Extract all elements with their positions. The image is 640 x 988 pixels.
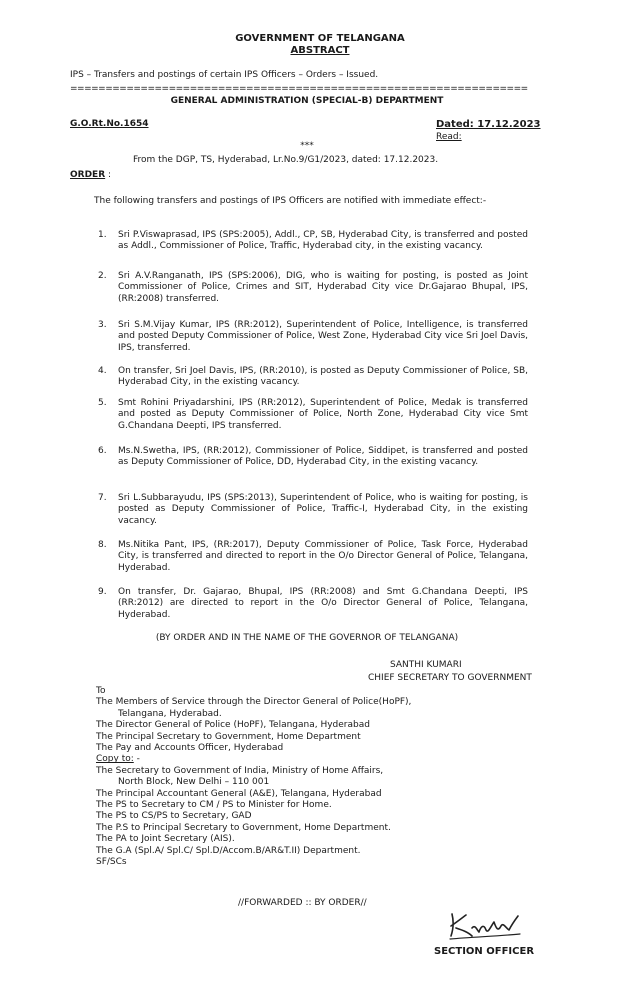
order-heading xyxy=(70,170,111,181)
copy-line: The G.A (Spl.A/ Spl.C/ Spl.D/Accom.B/AR&T.II) Department. xyxy=(96,845,361,856)
order-item-text: Smt Rohini Priyadarshini, IPS (RR:2012), Superintendent of Police, Medak is transferred and posted as Deputy Commissioner of Police, North Zone, Hyderabad City vice Smt G.Chandana Deepti, IPS transferred. xyxy=(118,398,528,431)
order-item-number: 4. xyxy=(98,366,107,376)
signatory-designation: CHIEF SECRETARY TO GOVERNMENT xyxy=(368,673,532,683)
handwritten-signature xyxy=(444,906,524,944)
order-item-number: 8. xyxy=(98,540,107,550)
copy-line: The PA to Joint Secretary (AIS). xyxy=(96,834,235,845)
order-item-text: Ms.N.Swetha, IPS, (RR:2012), Commissioner of Police, Siddipet, is transferred and posted as Deputy Commissioner of Police, DD, Hyderabad City, in the existing vacancy. xyxy=(118,446,528,468)
to-label: To xyxy=(96,686,106,696)
order-item-text: On transfer, Sri Joel Davis, IPS, (RR:2010), is posted as Deputy Commissioner of Police, SB, Hyderabad City, in the existing vacancy. xyxy=(118,366,528,388)
recipient-line: The Director General of Police (HoPF), Telangana, Hyderabad xyxy=(96,720,370,731)
department-heading: GENERAL ADMINISTRATION (SPECIAL-B) DEPARTMENT xyxy=(170,96,444,106)
order-intro: The following transfers and postings of IPS Officers are notified with immediate effect:- xyxy=(94,196,487,206)
order-item-number: 9. xyxy=(98,587,107,597)
copy-to-label: Copy to: xyxy=(96,754,134,765)
recipient-line: Telangana, Hyderabad. xyxy=(118,708,222,719)
copy-line: The PS to Secretary to CM / PS to Minister for Home. xyxy=(96,800,332,811)
order-item-number: 6. xyxy=(98,446,107,456)
recipient-line: The Principal Secretary to Government, Home Department xyxy=(96,731,361,742)
order-item-number: 7. xyxy=(98,493,107,503)
separator-rule: ================================================================= xyxy=(70,84,528,94)
forwarded-line: //FORWARDED :: BY ORDER// xyxy=(238,898,367,908)
copy-line: The PS to CS/PS to Secretary, GAD xyxy=(96,811,252,822)
read-label: Read: xyxy=(436,132,462,142)
subject-line: IPS – Transfers and postings of certain IPS Officers – Orders – Issued. xyxy=(70,70,379,80)
order-item-text: Ms.Nitika Pant, IPS, (RR:2017), Deputy Commissioner of Police, Task Force, Hyderabad City, is transferred and directed to report in the O/o Director General of Police, Telangana, Hyderabad. xyxy=(118,540,528,573)
order-item-text: Sri L.Subbarayudu, IPS (SPS:2013), Superintendent of Police, who is waiting for posting, is posted as Deputy Commissioner of Police, Traffic-I, Hyderabad City, in the existing vacancy. xyxy=(118,493,528,526)
abstract-heading: ABSTRACT xyxy=(290,45,350,56)
recipient-line: The Members of Service through the Director General of Police(HoPF), xyxy=(96,697,412,708)
copy-line: The Principal Accountant General (A&E), Telangana, Hyderabad xyxy=(96,788,382,799)
order-item-number: 2. xyxy=(98,271,107,281)
order-item-text: Sri P.Viswaprasad, IPS (SPS:2005), Addl., CP, SB, Hyderabad City, is transferred and posted as Addl., Commissioner of Police, Traffic, Hyderabad city, in the existing vacancy. xyxy=(118,230,528,252)
copy-line: The Secretary to Government of India, Ministry of Home Affairs, xyxy=(96,765,384,776)
order-item-text: On transfer, Dr. Gajarao, Bhupal, IPS (RR:2008) and Smt G.Chandana Deepti, IPS (RR:2012) are directed to report in the O/o Director General of Police, Telangana, Hyderabad. xyxy=(118,587,528,620)
order-item-text: Sri S.M.Vijay Kumar, IPS (RR:2012), Superintendent of Police, Intelligence, is transferred and posted Deputy Commissioner of Police, West Zone, Hyderabad City vice Sri Joel Davis, IPS, transferred. xyxy=(118,320,528,353)
copy-line: The P.S to Principal Secretary to Government, Home Department. xyxy=(96,822,391,833)
recipient-line: The Pay and Accounts Officer, Hyderabad xyxy=(96,743,284,754)
order-label: ORDER xyxy=(70,170,106,180)
order-item-text: Sri A.V.Ranganath, IPS (SPS:2006), DIG, who is waiting for posting, is posted as Joint Commissioner of Police, Crimes and SIT, Hyderabad City vice Dr.Gajarao Bhupal, IPS, (RR:2008) transferred. xyxy=(118,271,528,304)
go-number: G.O.Rt.No.1654 xyxy=(70,119,149,129)
reference-line: From the DGP, TS, Hyderabad, Lr.No.9/G1/2023, dated: 17.12.2023. xyxy=(133,155,439,165)
signature-scribble xyxy=(444,906,524,944)
distribution-list xyxy=(96,686,556,869)
order-colon: : xyxy=(105,170,112,180)
by-order-line: (BY ORDER AND IN THE NAME OF THE GOVERNOR OF TELANGANA) xyxy=(155,633,459,643)
order-item-number: 1. xyxy=(98,230,107,240)
copy-to-dash: - xyxy=(133,754,140,765)
separator-stars: *** xyxy=(300,141,314,151)
signatory-name: SANTHI KUMARI xyxy=(390,660,462,670)
go-date: Dated: 17.12.2023 xyxy=(436,119,541,130)
copy-line: North Block, New Delhi – 110 001 xyxy=(118,777,270,788)
order-item-number: 5. xyxy=(98,398,107,408)
copy-line: SF/SCs xyxy=(96,857,127,868)
order-item-number: 3. xyxy=(98,320,107,330)
government-title: GOVERNMENT OF TELANGANA xyxy=(235,33,405,44)
copy-to-heading xyxy=(96,754,556,765)
section-officer: SECTION OFFICER xyxy=(434,946,535,957)
